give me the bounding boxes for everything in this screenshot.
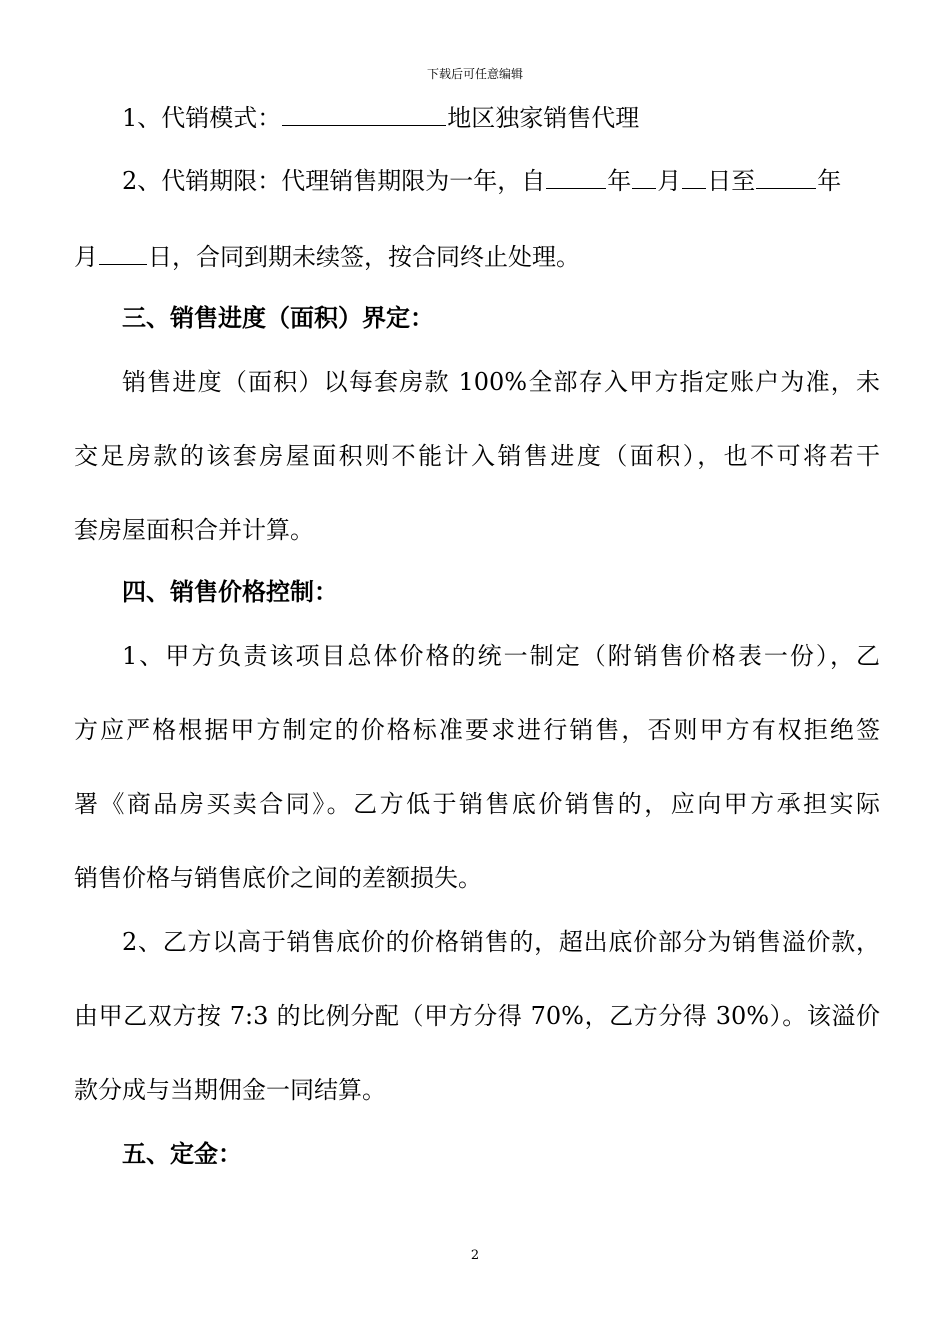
- year-label-2: 年: [817, 167, 842, 195]
- page-number: 2: [470, 1248, 480, 1263]
- month-label-2: 月: [74, 243, 98, 271]
- page-header: 下载后可任意编辑: [426, 67, 523, 81]
- section-3-heading: 三、销售进度（面积）界定：: [122, 303, 434, 332]
- end-month-blank: [99, 240, 147, 265]
- section-4-p2-line-3: 款分成与当期佣金一同结算。: [74, 1076, 386, 1104]
- clause-1-suffix: 地区独家销售代理: [447, 104, 640, 132]
- section-4-p1-line-2: 方应严格根据甲方制定的价格标准要求进行销售，否则甲方有权拒绝签: [74, 716, 880, 744]
- day-to-label: 日至: [707, 167, 756, 195]
- clause-2-prefix: 2、代销期限：代理销售期限为一年，自: [122, 167, 546, 195]
- section-4-heading: 四、销售价格控制：: [122, 577, 338, 606]
- section-4-p1-line-1: 1、甲方负责该项目总体价格的统一制定（附销售价格表一份），乙: [122, 642, 880, 670]
- clause-1-line: [122, 101, 928, 134]
- section-4-p1-line-3: 署《商品房买卖合同》。乙方低于销售底价销售的，应向甲方承担实际: [74, 790, 880, 818]
- year-label: 年: [607, 167, 632, 195]
- section-4-p2-line-1: 2、乙方以高于销售底价的价格销售的，超出底价部分为销售溢价款，: [122, 928, 880, 956]
- section-3-line-3: 套房屋面积合并计算。: [74, 516, 314, 544]
- clause-2-line-1: [122, 164, 928, 197]
- start-year-blank: [546, 164, 606, 189]
- section-3-line-1: 销售进度（面积）以每套房款 100%全部存入甲方指定账户为准，未: [122, 368, 880, 396]
- end-year-blank: [756, 164, 816, 189]
- start-day-blank: [682, 164, 706, 189]
- section-3-line-2: 交足房款的该套房屋面积则不能计入销售进度（面积），也不可将若干: [74, 442, 880, 470]
- month-label: 月: [657, 167, 682, 195]
- section-4-p2-line-2: 由甲乙双方按 7:3 的比例分配（甲方分得 70%，乙方分得 30%）。该溢价: [74, 1002, 880, 1030]
- section-4-p1-line-4: 销售价格与销售底价之间的差额损失。: [74, 864, 482, 892]
- start-month-blank: [632, 164, 656, 189]
- clause-2-line-2: [74, 240, 880, 273]
- clause-2-end: 日，合同到期未续签，按合同终止处理。: [148, 243, 580, 271]
- region-blank: [282, 101, 446, 126]
- section-5-heading: 五、定金：: [122, 1139, 242, 1168]
- clause-1-prefix: 1、代销模式：: [122, 104, 282, 132]
